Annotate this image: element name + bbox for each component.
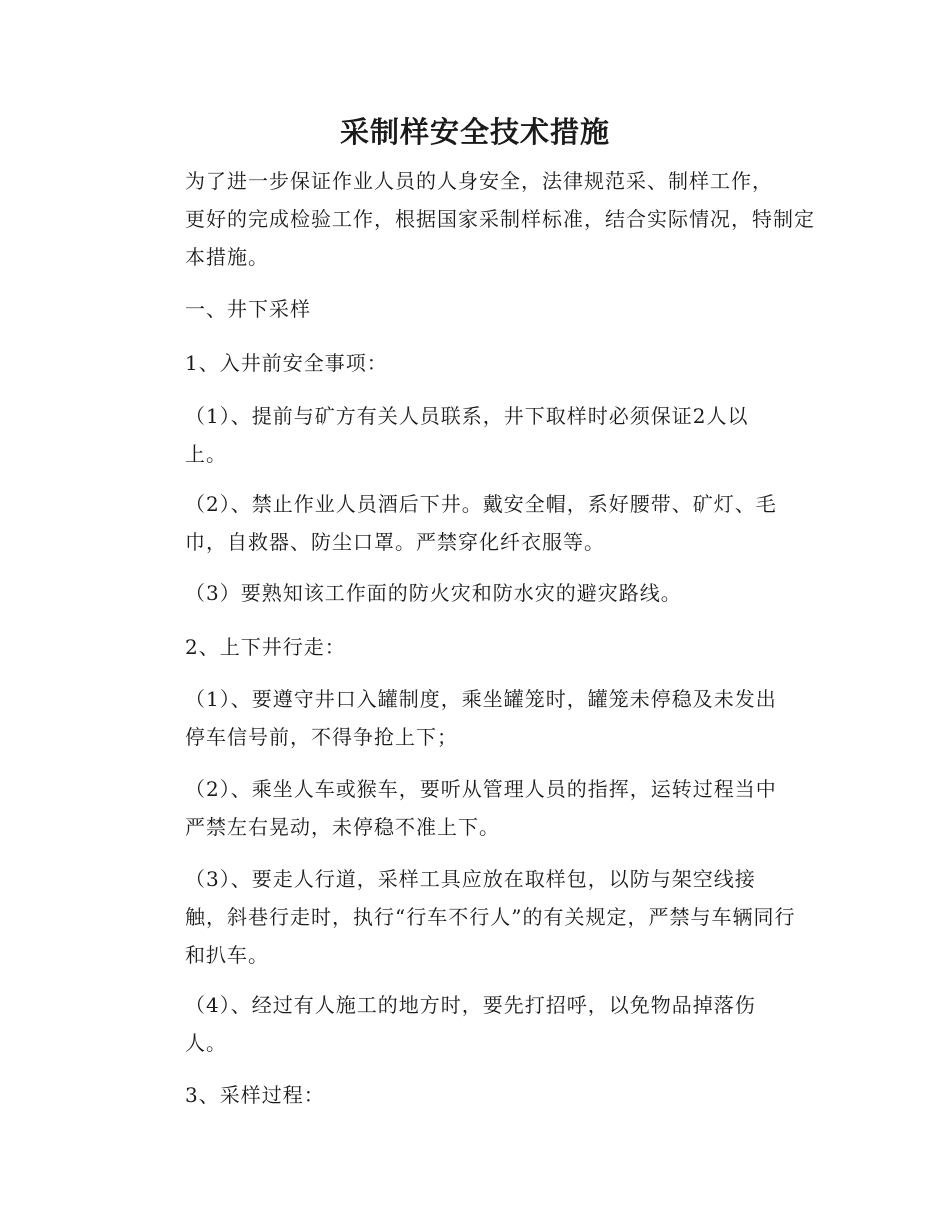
- text-line: 上。: [185, 442, 227, 466]
- text-line: 触，斜巷行走时，执行“行车不行人”的有关规定，严禁与车辆同行: [185, 905, 796, 929]
- text-line: 严禁左右晃动，未停稳不准上下。: [185, 815, 500, 839]
- list-item-paragraph: [141, 860, 806, 974]
- text-line: 更好的完成检验工作，根据国家采制样标准，结合实际情况，特制定: [185, 207, 815, 231]
- subsection-heading: [141, 1076, 806, 1114]
- text-line: 一、井下采样: [185, 297, 311, 321]
- list-item-paragraph: [141, 485, 806, 561]
- subsection-heading: [141, 344, 806, 382]
- text-line: （3）、要走人行道，采样工具应放在取样包，以防与架空线接: [185, 867, 756, 891]
- list-item-paragraph: [141, 574, 806, 612]
- list-item-paragraph: [141, 680, 806, 756]
- text-line: （3）要熟知该工作面的防火灾和防水灾的避灾路线。: [185, 581, 682, 605]
- text-line: 和扒车。: [185, 943, 269, 967]
- text-line: （1）、要遵守井口入罐制度，乘坐罐笼时，罐笼未停稳及未发出: [185, 687, 777, 711]
- subsection-heading: [141, 628, 806, 666]
- text-line: 人。: [185, 1031, 227, 1055]
- list-item-paragraph: [141, 397, 806, 473]
- text-line: 1、入井前安全事项：: [185, 351, 388, 375]
- text-line: （2）、乘坐人车或猴车，要听从管理人员的指挥，运转过程当中: [185, 777, 777, 801]
- text-line: （4）、经过有人施工的地方时，要先打招呼，以免物品掉落伤: [185, 993, 756, 1017]
- intro-paragraph: [141, 162, 815, 276]
- list-item-paragraph: [141, 770, 806, 846]
- text-line: 巾，自救器、防尘口罩。严禁穿化纤衣服等。: [185, 530, 605, 554]
- section-heading: [141, 290, 806, 328]
- text-line: 2、上下井行走：: [185, 635, 346, 659]
- list-item-paragraph: [141, 986, 806, 1062]
- text-line: 3、采样过程：: [185, 1083, 325, 1107]
- text-line: （2）、禁止作业人员酒后下井。戴安全帽，系好腰带、矿灯、毛: [185, 492, 777, 516]
- text-line: 本措施。: [185, 245, 269, 269]
- document-title: 采制样安全技术措施: [339, 115, 610, 149]
- text-line: （1）、提前与矿方有关人员联系，井下取样时必须保证2人以: [185, 404, 749, 428]
- text-line: 停车信号前，不得争抢上下；: [185, 725, 458, 749]
- text-line: 为了进一步保证作业人员的人身安全，法律规范采、制样工作，: [185, 169, 773, 193]
